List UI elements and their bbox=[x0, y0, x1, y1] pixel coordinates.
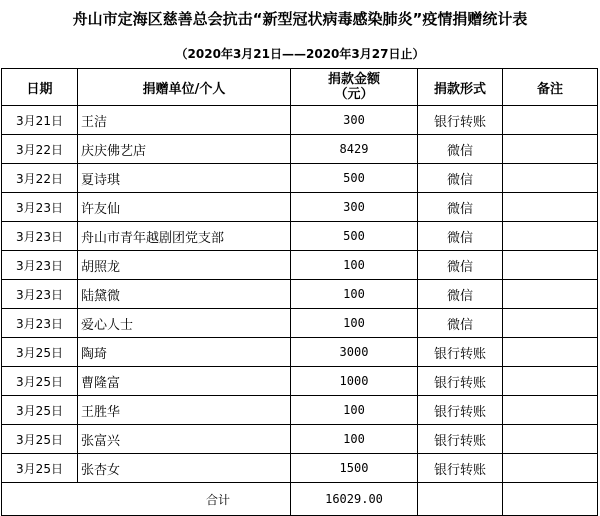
remark-cell bbox=[503, 164, 598, 193]
total-label: 合计 bbox=[2, 483, 291, 516]
remark-cell bbox=[503, 106, 598, 135]
date-cell: 3月25日 bbox=[2, 396, 78, 425]
table-row bbox=[2, 193, 598, 222]
amount-cell: 100 bbox=[291, 251, 418, 280]
table-row bbox=[2, 309, 598, 338]
method-cell: 银行转账 bbox=[418, 106, 503, 135]
donor-cell: 陶琦 bbox=[78, 338, 291, 367]
date-cell: 3月23日 bbox=[2, 280, 78, 309]
donation-table bbox=[1, 68, 598, 516]
table-row bbox=[2, 367, 598, 396]
method-cell: 银行转账 bbox=[418, 367, 503, 396]
remark-cell bbox=[503, 309, 598, 338]
table-row bbox=[2, 135, 598, 164]
table-row bbox=[2, 454, 598, 483]
method-cell: 微信 bbox=[418, 280, 503, 309]
method-cell: 银行转账 bbox=[418, 396, 503, 425]
date-cell: 3月25日 bbox=[2, 454, 78, 483]
remark-cell bbox=[503, 135, 598, 164]
amount-cell: 3000 bbox=[291, 338, 418, 367]
method-cell: 微信 bbox=[418, 193, 503, 222]
amount-cell: 100 bbox=[291, 396, 418, 425]
donor-cell: 张富兴 bbox=[78, 425, 291, 454]
date-cell: 3月23日 bbox=[2, 309, 78, 338]
donor-cell: 陆黛微 bbox=[78, 280, 291, 309]
date-cell: 3月25日 bbox=[2, 367, 78, 396]
date-cell: 3月23日 bbox=[2, 251, 78, 280]
amount-cell: 8429 bbox=[291, 135, 418, 164]
amount-cell: 1000 bbox=[291, 367, 418, 396]
amount-cell: 100 bbox=[291, 309, 418, 338]
table-row bbox=[2, 164, 598, 193]
donor-cell: 爱心人士 bbox=[78, 309, 291, 338]
header-date: 日期 bbox=[2, 69, 78, 106]
header-amount-line2: （元） bbox=[334, 87, 374, 102]
table-row bbox=[2, 251, 598, 280]
donor-cell: 胡照龙 bbox=[78, 251, 291, 280]
amount-cell: 500 bbox=[291, 222, 418, 251]
date-cell: 3月22日 bbox=[2, 135, 78, 164]
header-amount bbox=[291, 69, 418, 106]
document-title: 舟山市定海区慈善总会抗击“新型冠状病毒感染肺炎”疫情捐赠统计表 bbox=[72, 10, 528, 28]
method-cell: 微信 bbox=[418, 309, 503, 338]
remark-cell bbox=[503, 425, 598, 454]
remark-cell bbox=[503, 222, 598, 251]
remark-cell bbox=[503, 454, 598, 483]
date-cell: 3月22日 bbox=[2, 164, 78, 193]
method-cell: 微信 bbox=[418, 135, 503, 164]
donor-cell: 夏诗琪 bbox=[78, 164, 291, 193]
date-range-subtitle: （2020年3月21日——2020年3月27日止） bbox=[175, 47, 425, 61]
date-cell: 3月23日 bbox=[2, 193, 78, 222]
donor-cell: 庆庆佛艺店 bbox=[78, 135, 291, 164]
donor-cell: 曹隆富 bbox=[78, 367, 291, 396]
method-cell: 银行转账 bbox=[418, 454, 503, 483]
method-cell: 银行转账 bbox=[418, 338, 503, 367]
remark-cell bbox=[503, 338, 598, 367]
header-amount-line1: 捐款金额 bbox=[327, 72, 380, 87]
amount-cell: 100 bbox=[291, 425, 418, 454]
header-donor: 捐赠单位/个人 bbox=[78, 69, 291, 106]
table-row bbox=[2, 396, 598, 425]
donor-cell: 张杏女 bbox=[78, 454, 291, 483]
amount-cell: 300 bbox=[291, 193, 418, 222]
remark-cell bbox=[503, 193, 598, 222]
table-row bbox=[2, 222, 598, 251]
amount-cell: 500 bbox=[291, 164, 418, 193]
donor-cell: 舟山市青年越剧团党支部 bbox=[78, 222, 291, 251]
total-amount: 16029.00 bbox=[291, 483, 418, 516]
remark-cell bbox=[503, 251, 598, 280]
date-cell: 3月25日 bbox=[2, 425, 78, 454]
table-header-row bbox=[2, 69, 598, 106]
header-remark: 备注 bbox=[503, 69, 598, 106]
method-cell: 微信 bbox=[418, 164, 503, 193]
table-row bbox=[2, 338, 598, 367]
amount-cell: 100 bbox=[291, 280, 418, 309]
date-cell: 3月25日 bbox=[2, 338, 78, 367]
method-cell: 银行转账 bbox=[418, 425, 503, 454]
table-row bbox=[2, 425, 598, 454]
table-row bbox=[2, 106, 598, 135]
method-cell: 微信 bbox=[418, 222, 503, 251]
remark-cell bbox=[503, 396, 598, 425]
amount-cell: 1500 bbox=[291, 454, 418, 483]
remark-cell bbox=[503, 367, 598, 396]
total-method-cell bbox=[418, 483, 503, 516]
donor-cell: 许友仙 bbox=[78, 193, 291, 222]
date-cell: 3月23日 bbox=[2, 222, 78, 251]
header-method: 捐款形式 bbox=[418, 69, 503, 106]
date-cell: 3月21日 bbox=[2, 106, 78, 135]
table-row bbox=[2, 280, 598, 309]
remark-cell bbox=[503, 280, 598, 309]
total-row bbox=[2, 483, 598, 516]
total-remark-cell bbox=[503, 483, 598, 516]
donor-cell: 王洁 bbox=[78, 106, 291, 135]
donor-cell: 王胜华 bbox=[78, 396, 291, 425]
amount-cell: 300 bbox=[291, 106, 418, 135]
method-cell: 微信 bbox=[418, 251, 503, 280]
